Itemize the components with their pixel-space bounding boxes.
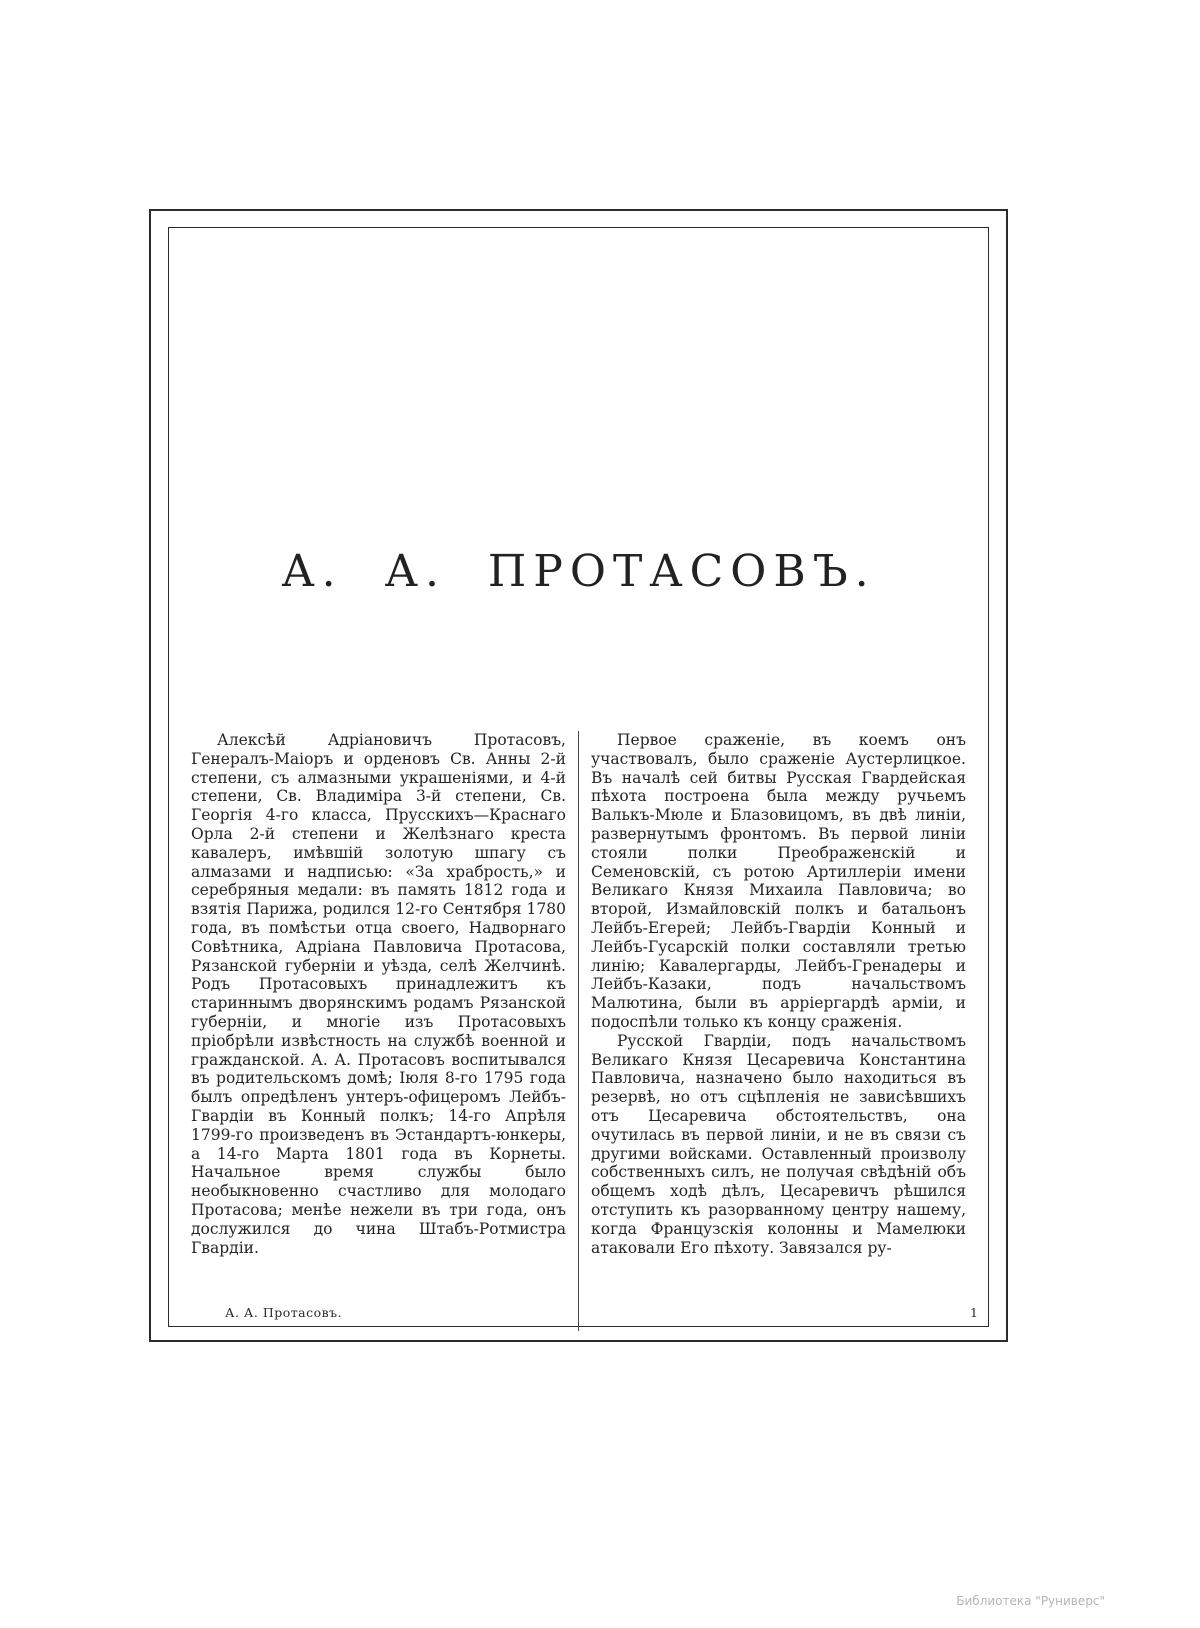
left-column [179,731,578,1331]
right-column-paragraph-2: Русской Гвардіи, подъ начальствомъ Великаго Князя Цесаревича Константина Павловича, назначено было находиться въ резервѣ, но отъ сцѣпленія не зависѣвшихъ отъ Цесаревича обстоятельствъ, она очутилась въ первой линіи, и не въ связи съ другими войсками. Оставленный произволу собственныхъ силъ, не получая свѣдѣній объ общемъ ходѣ дѣлъ, Цесаревичъ рѣшился отступить къ разорванному центру нашему, когда Французскія колонны и Мамелюки атаковали Его пѣхоту. Завязался ру- [591,1031,966,1257]
footer-running-title: А. А. Протасовъ. [225,1305,343,1320]
page-outer-border [149,209,1008,1342]
text-columns [179,731,978,1331]
right-column [579,731,978,1331]
library-watermark: Библиотека "Руниверс" [956,1594,1105,1608]
page-number: 1 [970,1305,978,1320]
page-inner-border [168,227,989,1327]
page-footer [169,1305,988,1320]
left-column-paragraph: Алексѣй Адріановичъ Протасовъ, Генералъ-Маіоръ и орденовъ Св. Анны 2-й степени, съ алмазными украшеніями, и 4-й степени, Св. Владиміра 3-й степени, Св. Георгія 4-го класса, Прусскихъ—Краснаго Орла 2-й степени и Желѣзнаго креста кавалеръ, имѣвшій золотую шпагу съ алмазами и надписью: «За храбрость,» и серебряныя медали: въ память 1812 года и взятія Парижа, родился 12-го Сентября 1780 года, въ помѣстьи отца своего, Надворнаго Совѣтника, Адріана Павловича Протасова, Рязанской губерніи и уѣзда, селѣ Желчинѣ. Родъ Протасовыхъ принадлежитъ къ стариннымъ дворянскимъ родамъ Рязанской губерніи, и многіе изъ Протасовыхъ пріобрѣли извѣстность на службѣ военной и гражданской. А. А. Протасовъ воспитывался въ родительскомъ домѣ; Іюля 8-го 1795 года былъ опредѣленъ унтеръ-офицеромъ Лейбъ-Гвардіи въ Конный полкъ; 14-го Апрѣля 1799-го произведенъ въ Эстандартъ-юнкеры, а 14-го Марта 1801 года въ Корнеты. Начальное время службы было необыкновенно счастливо для молодаго Протасова; менѣе нежели въ три года, онъ дослужился до чина Штабъ-Ротмистра Гвардіи. [191,731,566,1257]
page-title: А. А. ПРОТАСОВЪ. [281,546,876,597]
right-column-paragraph-1: Первое сраженіе, въ коемъ онъ участвовалъ, было сраженіе Аустерлицкое. Въ началѣ сей битвы Русская Гвардейская пѣхота построена была между ручьемъ Валькъ-Мюле и Блазовицомъ, въ двѣ линіи, развернутымъ фронтомъ. Въ первой линіи стояли полки Преображенскій и Семеновскій, съ ротою Артиллеріи имени Великаго Князя Михаила Павловича; во второй, Измайловскій полкъ и батальонъ Лейбъ-Егерей; Лейбъ-Гвардіи Конный и Лейбъ-Гусарскій полки составляли третью линію; Кавалергарды, Лейбъ-Гренадеры и Лейбъ-Казаки, подъ начальствомъ Малютина, были въ арріергардѣ арміи, и подоспѣли только къ концу сраженія. [591,731,966,1031]
